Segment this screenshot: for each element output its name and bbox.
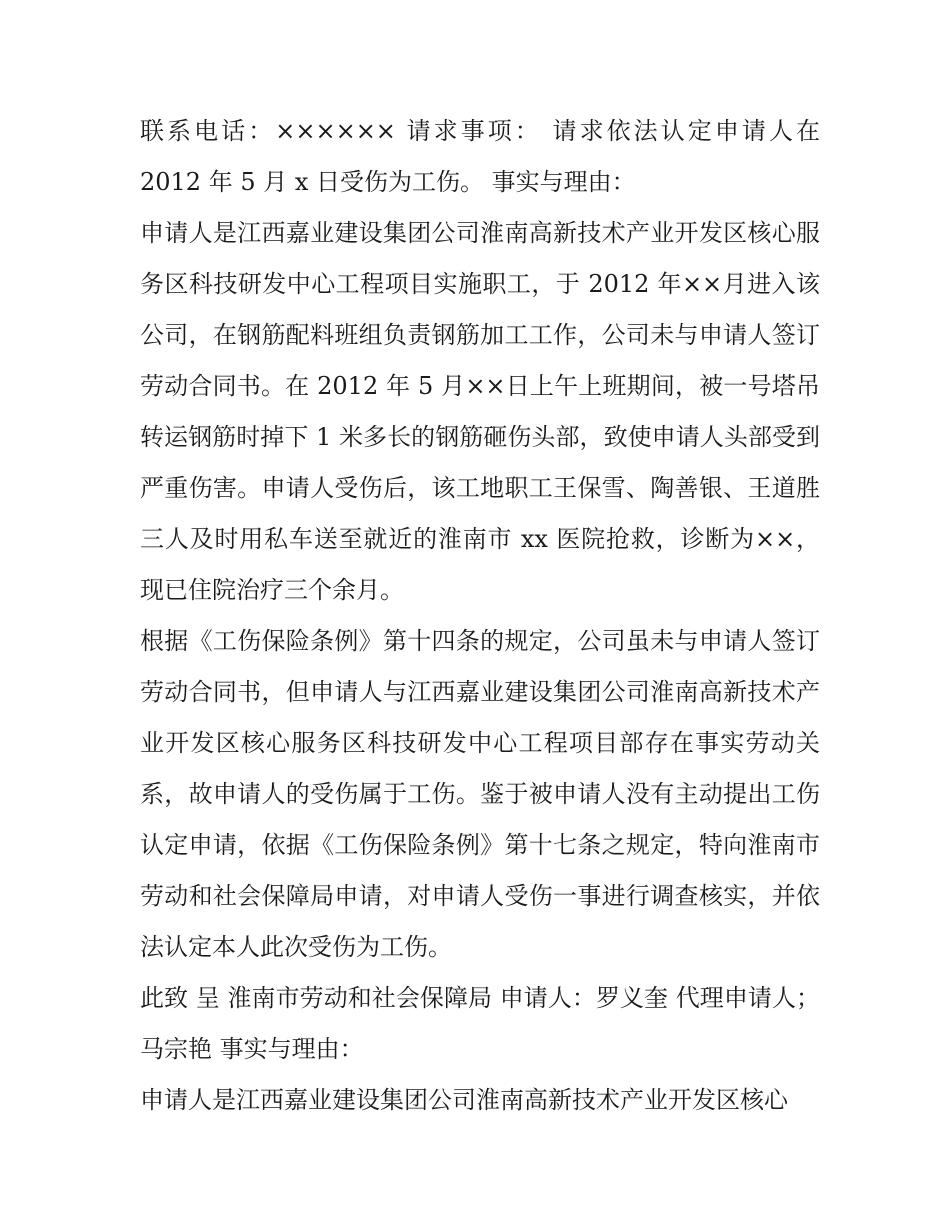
paragraph-facts: 申请人是江西嘉业建设集团公司淮南高新技术产业开发区核心服务区科技研发中心工程项目实施职工，于 2012 年××月进入该公司，在钢筋配料班组负责钢筋加工工作，公司未与申请人签订劳动合同书。在 2012 年 5 月××日上午上班期间，被一号塔吊转运钢筋时掉下 1 米多长的钢筋砸伤头部，致使申请人头部受到严重伤害。申请人受伤后，该工地职工王保雪、陶善银、王道胜三人及时用私车送至就近的淮南市 xx 医院抢救，诊断为××，现已住院治疗三个余月。 (140, 219, 820, 604)
paragraph-request-items: 联系电话：×××××× 请求事项： 请求依法认定申请人在 2012 年 5 月 x 日受伤为工伤。 事实与理由： (140, 117, 820, 196)
paragraph-closing: 此致 呈 淮南市劳动和社会保障局 申请人：罗义奎 代理申请人；马宗艳 事实与理由： (140, 984, 820, 1063)
paragraph-legal-basis: 根据《工伤保险条例》第十四条的规定，公司虽未与申请人签订劳动合同书，但申请人与江西嘉业建设集团公司淮南高新技术产业开发区核心服务区科技研发中心工程项目部存在事实劳动关系，故申请人的受伤属于工伤。鉴于被申请人没有主动提出工伤认定申请，依据《工伤保险条例》第十七条之规定，特向淮南市劳动和社会保障局申请，对申请人受伤一事进行调查核实，并依法认定本人此次受伤为工伤。 (140, 627, 820, 961)
paragraph-facts-repeat: 申请人是江西嘉业建设集团公司淮南高新技术产业开发区核心 (140, 1086, 788, 1114)
document-body (140, 106, 820, 1126)
